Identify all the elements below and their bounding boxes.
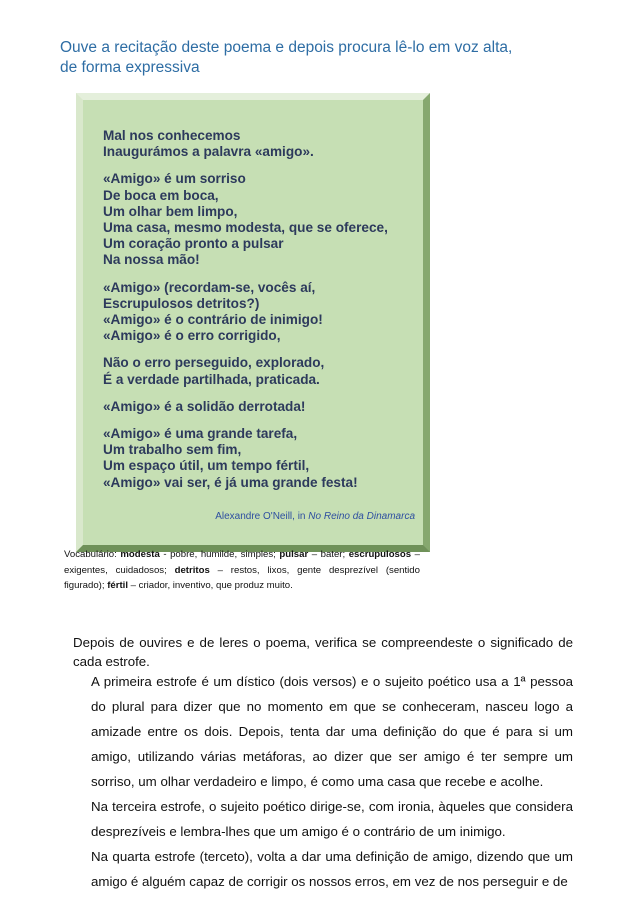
analysis-paragraph: A primeira estrofe é um dístico (dois versos) e o sujeito poético usa a 1ª pessoa do plural para dizer que no momento em que se conheceram, nasceu logo a amizade entre os dois. Depois, tenta dar uma definição do que é para si um amigo, utilizando várias metáforas, ao dizer que ser amigo é ter sempre um sorriso, um olhar verdadeiro e limpo, é como uma casa que recebe e acolhe. xyxy=(91,674,573,789)
vocab-term: detritos xyxy=(174,564,210,576)
verse: Escrupulosos detritos?) xyxy=(103,295,260,311)
verse: Um olhar bem limpo, xyxy=(103,203,238,219)
stanza-6 xyxy=(103,426,403,491)
verse: Um trabalho sem fim, xyxy=(103,442,242,458)
vocab-definition: – exigentes, cuidadosos; xyxy=(64,549,420,576)
vocab-definition: – criador, inventivo, que produz muito. xyxy=(128,580,293,591)
intro-paragraph: Depois de ouvires e de leres o poema, verifica se compreendeste o significado de cada estrofe. xyxy=(73,635,573,669)
verse: Um coração pronto a pulsar xyxy=(103,236,284,252)
vocab-definition: – bater; xyxy=(308,549,349,560)
poem-attribution xyxy=(83,511,415,522)
verse: «Amigo» é o contrário de inimigo! xyxy=(103,312,323,328)
verse: «Amigo» é o erro corrigido, xyxy=(103,328,281,344)
vocabulary-label: Vocabulário: xyxy=(64,549,117,560)
verse: Mal nos conhecemos xyxy=(103,128,241,143)
vocab-definition: - pobre, humilde, simples; xyxy=(159,549,280,560)
verse: «Amigo» é um sorriso xyxy=(103,171,246,187)
work-title: No Reino da Dinamarca xyxy=(308,511,415,522)
stanza-5 xyxy=(103,399,403,415)
stanza-4 xyxy=(103,355,403,387)
stanza-2 xyxy=(103,171,403,268)
analysis-paragraph: Na terceira estrofe, o sujeito poético dirige-se, com ironia, àqueles que considera desprezíveis e lembra-lhes que um amigo é o contrário de um inimigo. xyxy=(91,799,573,839)
stanza-3 xyxy=(103,280,403,345)
author-name: Alexandre O'Neill, in xyxy=(215,511,306,522)
stanza-1 xyxy=(103,128,403,160)
verse: Na nossa mão! xyxy=(103,252,200,268)
vocab-definition: – restos, lixos, gente desprezível (sentido figurado); xyxy=(64,564,420,591)
analysis-paragraph: Na quarta estrofe (terceto), volta a dar uma definição de amigo, dizendo que um amigo é alguém capaz de corrigir os nossos erros, em vez de nos perseguir e de xyxy=(91,849,573,889)
verse: Uma casa, mesmo modesta, que se oferece, xyxy=(103,220,388,236)
verse: De boca em boca, xyxy=(103,187,219,203)
vocab-term: fértil xyxy=(107,580,128,591)
poem-box xyxy=(76,93,430,552)
verse: Não o erro perseguido, explorado, xyxy=(103,355,325,371)
instruction-heading xyxy=(60,38,600,78)
verse: «Amigo» vai ser, é já uma grande festa! xyxy=(103,474,358,490)
verse: «Amigo» é a solidão derrotada! xyxy=(103,398,306,414)
analysis-section xyxy=(91,669,573,894)
verse: «Amigo» é uma grande tarefa, xyxy=(103,426,298,442)
verse: «Amigo» (recordam-se, vocês aí, xyxy=(103,279,316,295)
vocab-term: escrupulosos xyxy=(348,549,412,560)
verse: É a verdade partilhada, praticada. xyxy=(103,371,320,387)
heading-line-2: de forma expressiva xyxy=(60,59,200,76)
vocab-term: pulsar xyxy=(279,549,309,560)
verse: Inaugurámos a palavra «amigo». xyxy=(103,144,314,160)
heading-line-1: Ouve a recitação deste poema e depois procura lê-lo em voz alta, xyxy=(60,39,513,56)
poem-text xyxy=(103,128,403,502)
verse: Um espaço útil, um tempo fértil, xyxy=(103,458,310,474)
vocab-term: modesta xyxy=(120,549,160,560)
vocabulary-note xyxy=(64,547,420,594)
